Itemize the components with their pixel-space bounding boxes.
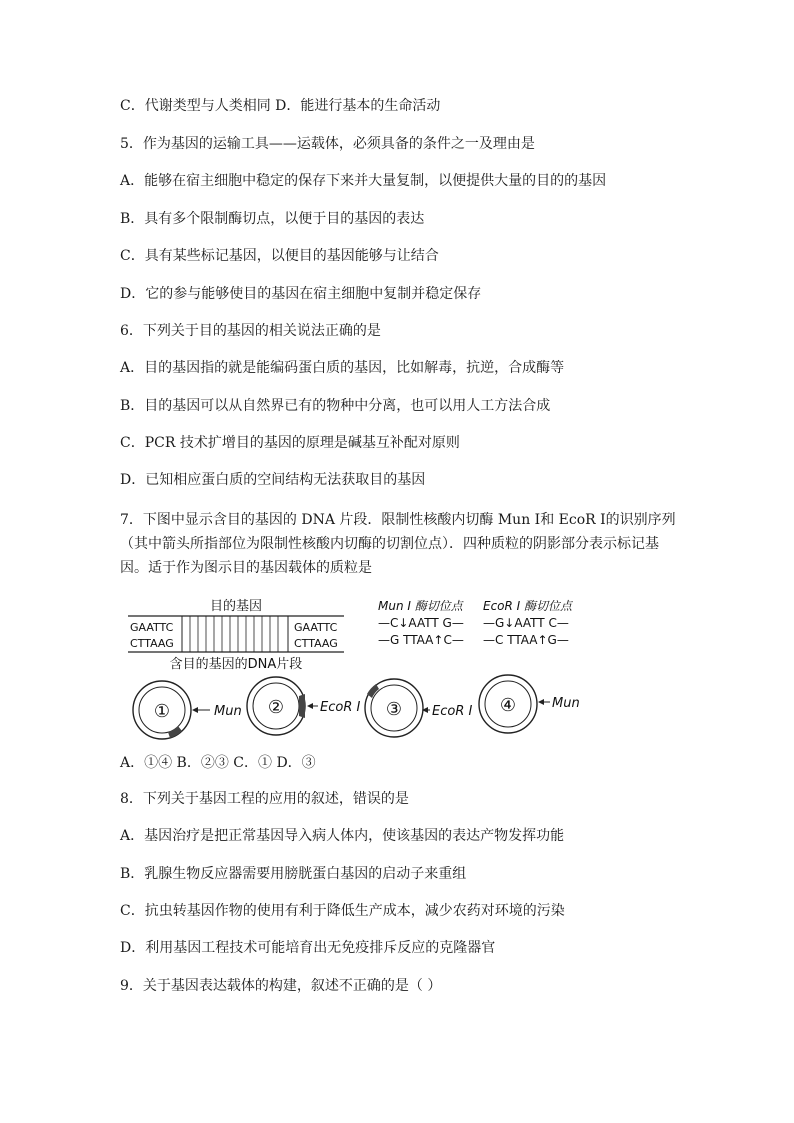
eco-site-bottom: —C TTAA↑G— (483, 633, 569, 647)
seq-bottom-right: CTTAAG (294, 637, 338, 650)
plasmid-3-label: EcoR I (432, 704, 473, 719)
q6-option-d: D．已知相应蛋白质的空间结构无法获取目的基因 (120, 472, 426, 488)
fragment-caption: 含目的基因的DNA片段 (169, 657, 303, 672)
q4-options-cd: C．代谢类型与人类相同 D．能进行基本的生命活动 (120, 98, 441, 114)
seq-top-right: GAATTC (294, 621, 338, 634)
q5-option-b: B．具有多个限制酶切点，以便于目的基因的表达 (120, 211, 425, 227)
mun-site-top: —C↓AATT G— (378, 616, 464, 630)
q6-option-b: B．目的基因可以从自然界已有的物种中分离，也可以用人工方法合成 (120, 398, 551, 414)
gene-label: 目的基因 (209, 599, 263, 614)
q6-option-a: A．目的基因指的就是能编码蛋白质的基因，比如解毒，抗逆，合成酶等 (120, 360, 565, 376)
q5-stem: 5．作为基因的运输工具——运载体，必须具备的条件之一及理由是 (120, 136, 535, 152)
plasmid-2-number: ② (267, 697, 285, 718)
q8-option-c: C．抗虫转基因作物的使用有利于降低生产成本，减少农药对环境的污染 (120, 903, 565, 919)
plasmid-4-number: ④ (499, 695, 517, 716)
plasmid-4-label: Mun (552, 696, 580, 711)
q6-option-c: C．PCR 技术扩增目的基因的原理是碱基互补配对原则 (120, 435, 460, 451)
plasmid-3 (365, 679, 472, 737)
mun-site-bottom: —G TTAA↑C— (378, 633, 464, 647)
plasmid-2-label: EcoR I (320, 700, 361, 715)
q8-stem: 8．下列关于基因工程的应用的叙述，错误的是 (120, 791, 409, 807)
seq-top-left: GAATTC (130, 621, 174, 634)
q9-stem: 9．关于基因表达载体的构建，叙述不正确的是（ ） (120, 978, 442, 994)
q7-options: A．①④ B．②③ C．① D．③ (120, 755, 316, 771)
q6-stem: 6．下列关于目的基因的相关说法正确的是 (120, 323, 381, 339)
mun-site-title: Mun I 酶切位点 (378, 599, 463, 613)
q8-option-b: B．乳腺生物反应器需要用膀胱蛋白基因的启动子来重组 (120, 866, 467, 882)
q5-option-c: C．具有某些标记基因，以便目的基因能够与让结合 (120, 248, 439, 264)
q8-option-d: D．利用基因工程技术可能培育出无免疫排斥反应的克隆器官 (120, 940, 496, 956)
plasmid-1 (133, 681, 242, 739)
plasmid-3-number: ③ (385, 699, 403, 720)
eco-site-title: EcoR I 酶切位点 (483, 599, 573, 613)
plasmid-1-label: Mun (214, 704, 242, 719)
seq-bottom-left: CTTAAG (130, 637, 174, 650)
q5-option-d: D．它的参与能够使目的基因在宿主细胞中复制并稳定保存 (120, 286, 482, 302)
eco-site-top: —G↓AATT C— (483, 616, 569, 630)
dna-plasmid-figure (126, 594, 596, 748)
plasmid-4 (479, 675, 580, 733)
plasmid-1-number: ① (153, 701, 171, 722)
q7-stem: 7．下图中显示含目的基因的 DNA 片段．限制性核酸内切酶 Mun I和 EcoR I的识别序列（其中箭头所指部位为限制性核酸内切酶的切割位点）．四种质粒的阴影部分表示标记基因。适于作为图示目的基因载体的质粒是 (120, 512, 676, 576)
q5-option-a: A．能够在宿主细胞中稳定的保存下来并大量复制，以便提供大量的目的的基因 (120, 173, 607, 189)
q8-option-a: A．基因治疗是把正常基因导入病人体内，使该基因的表达产物发挥功能 (120, 828, 565, 844)
plasmid-2 (247, 677, 360, 735)
